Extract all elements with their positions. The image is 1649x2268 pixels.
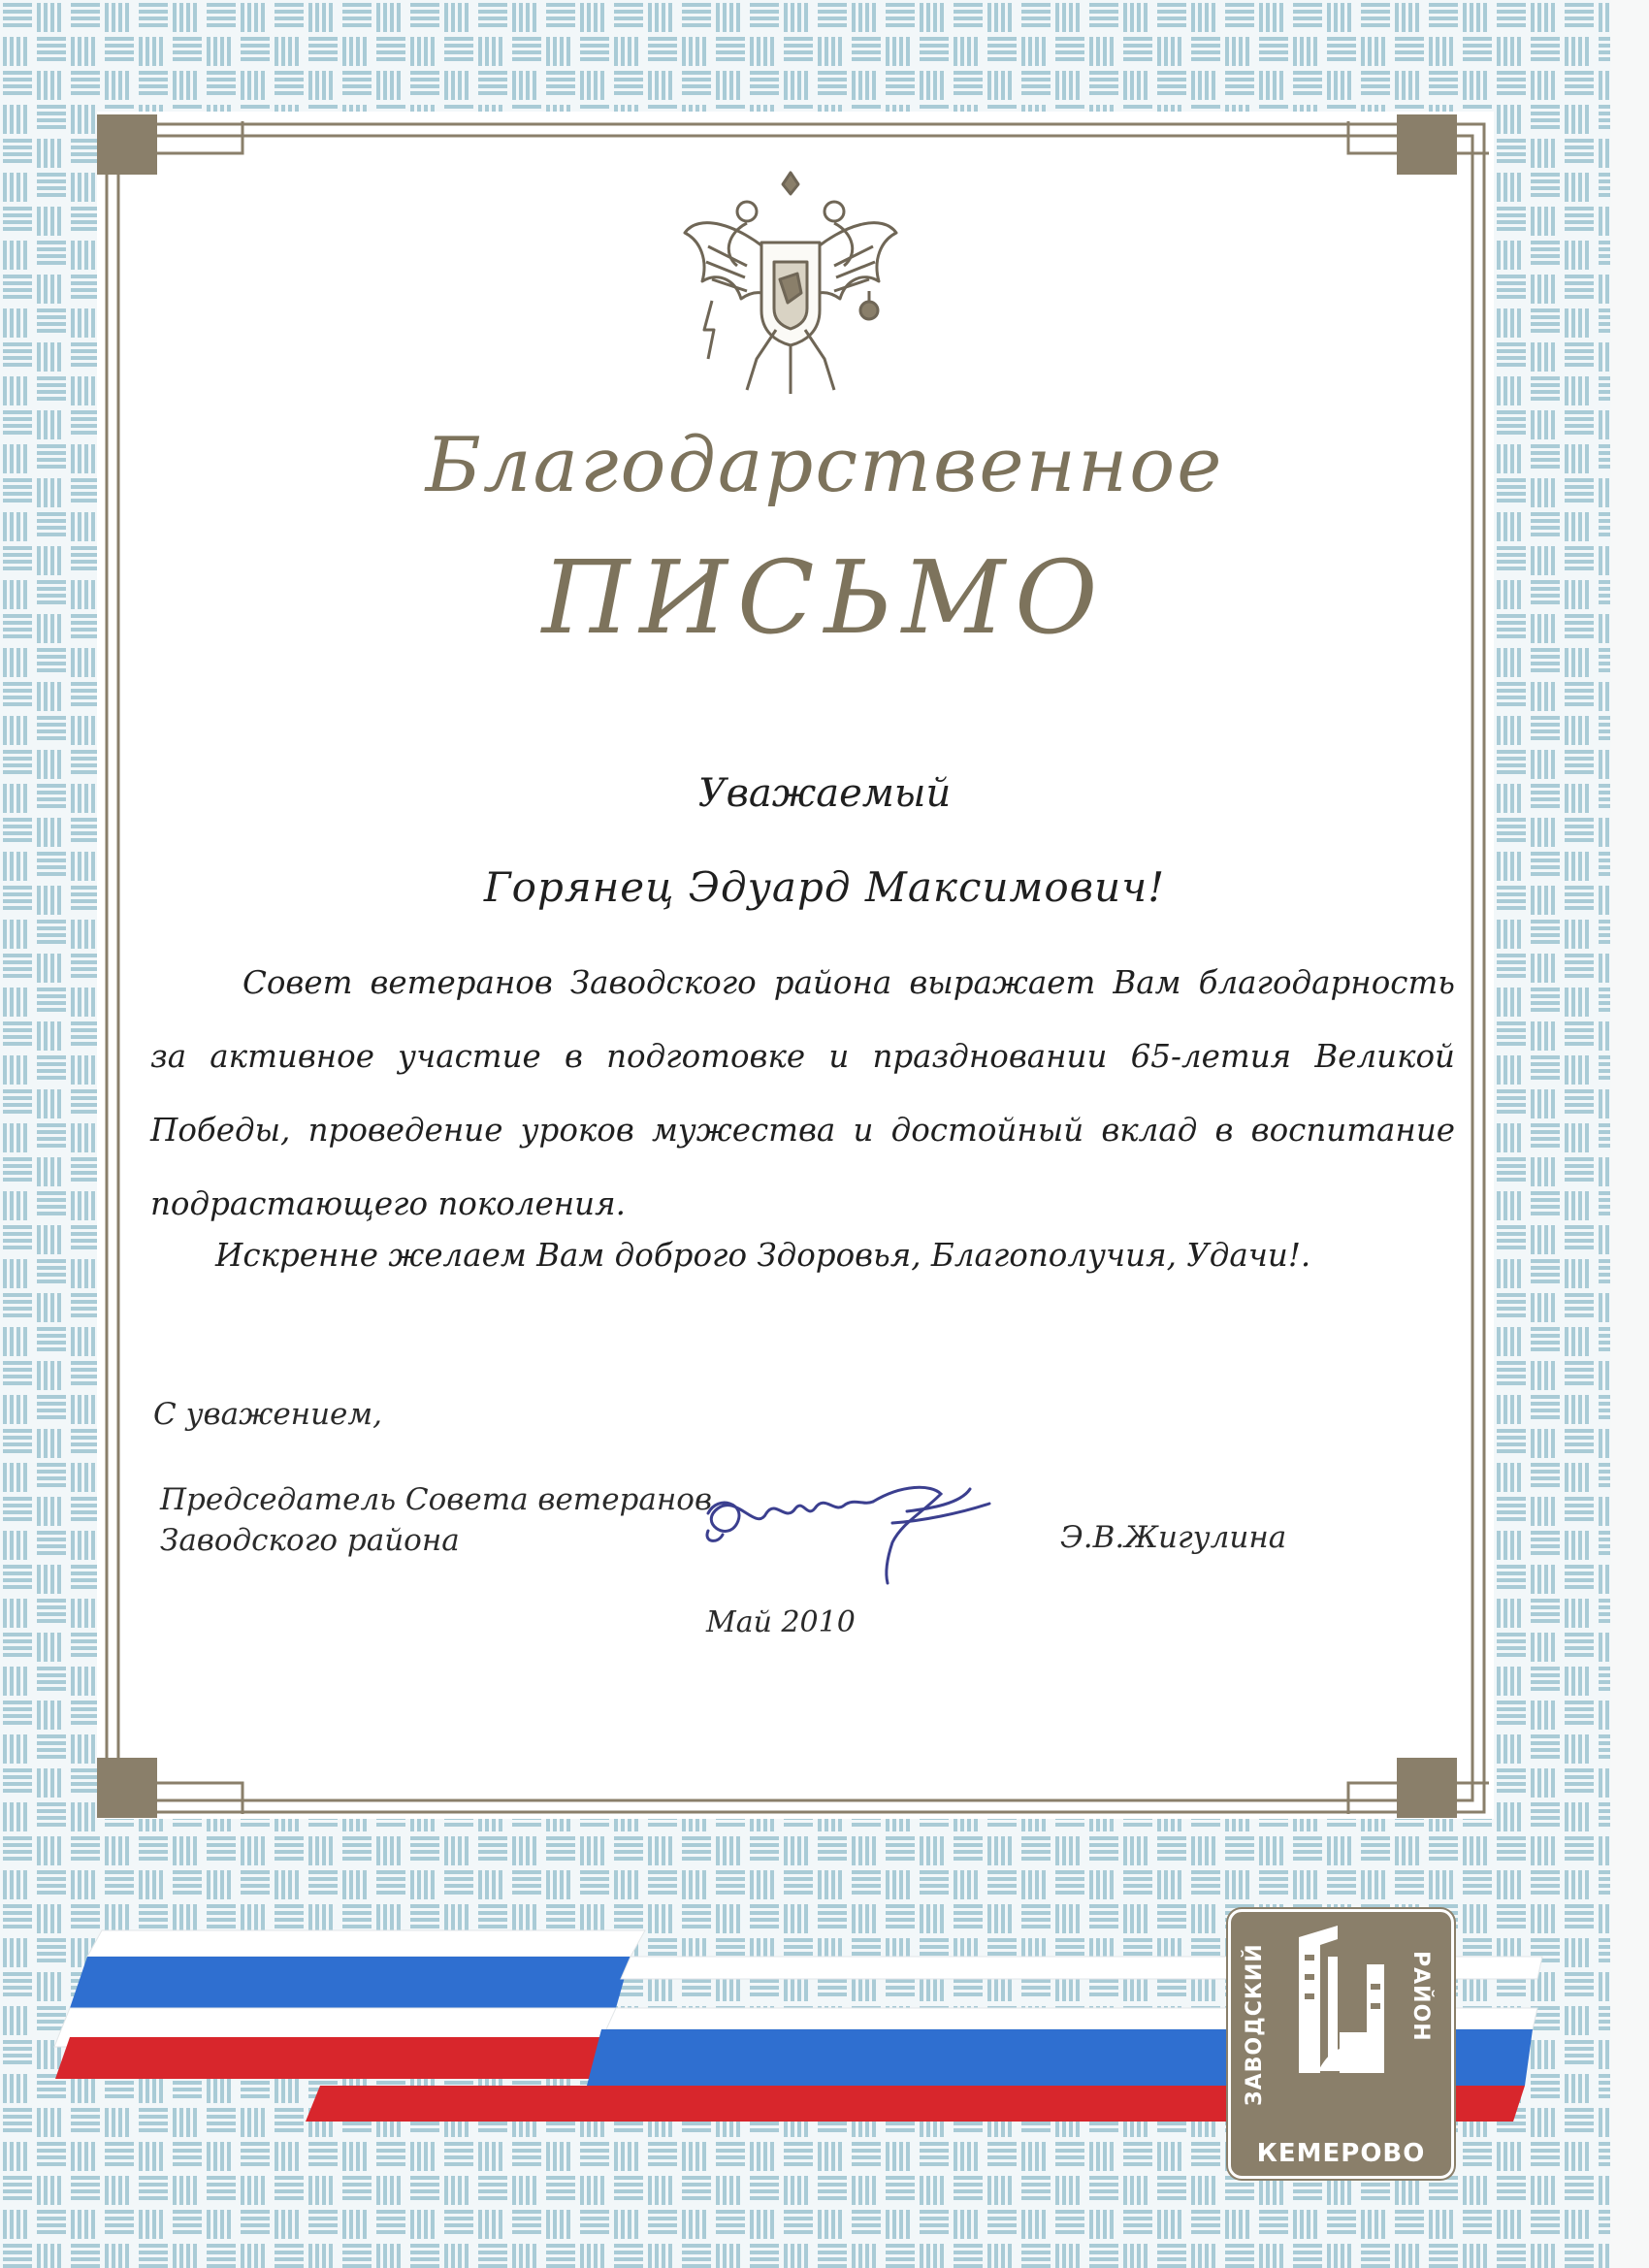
signatory-name: Э.В.Жигулина [1060,1520,1287,1555]
signer-position-line1: Председатель Совета ветеранов [160,1482,713,1517]
body-paragraph: Совет ветеранов Заводского района выражает Вам благодарность за активное участие в подготовке и праздновании 65-летия Великой Победы, проведение уроков мужества и достойный вклад в воспитание подрастающего поколения. [150,964,1455,1222]
date: Май 2010 [706,1605,856,1639]
district-logo [1228,1909,1454,2179]
factory-tower-icon [1279,1926,1406,2100]
logo-district-word: ЗАВОДСКИЙ [1243,1943,1267,2106]
logo-city: КЕМЕРОВО [1256,2139,1426,2168]
recipient-name: Горянец Эдуард Максимович! [483,863,1166,911]
signer-position-line2: Заводского района [160,1523,460,1558]
greeting: Уважаемый [697,771,952,816]
title-line2: ПИСЬМО [541,538,1108,657]
regards: С уважением, [153,1397,382,1432]
title-line1: Благодарственное [425,422,1224,509]
logo-district-type: РАЙОН [1408,1951,1433,2042]
wishes-paragraph: Искренне желаем Вам доброго Здоровья, Благополучия, Удачи!. [215,1237,1311,1274]
